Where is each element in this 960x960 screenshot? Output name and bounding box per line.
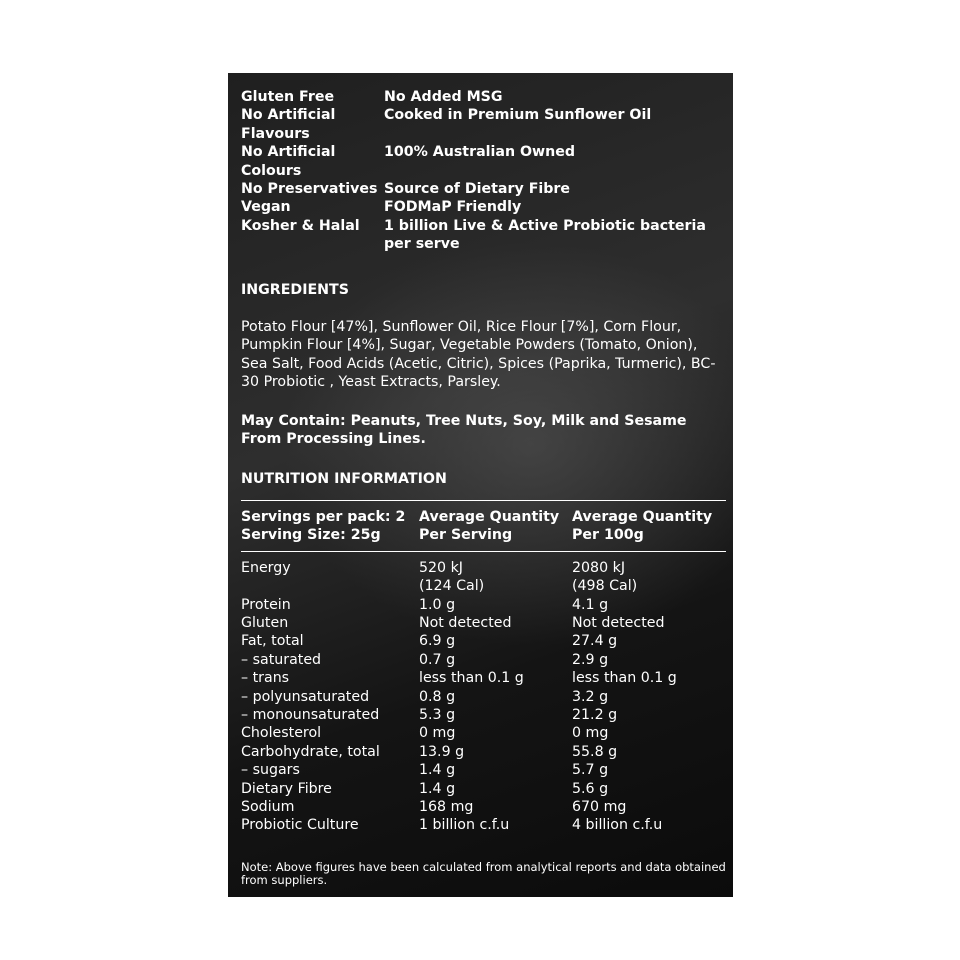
claim-label: Cooked in Premium Sunflower Oil	[384, 107, 652, 124]
nutrient-name: Probiotic Culture	[241, 817, 359, 834]
claim-label: No Artificial Colours	[241, 144, 336, 179]
claim-label: Vegan	[241, 199, 291, 216]
per-100g-value: 5.7 g	[572, 762, 609, 779]
per-100g-value: 5.6 g	[572, 780, 609, 797]
per-serving-value: 0.8 g	[419, 688, 456, 705]
per-serving-value: 520 kJ (124 Cal)	[419, 559, 485, 595]
nutrition-values-table	[241, 559, 726, 835]
claim-label: No Added MSG	[384, 89, 503, 105]
allergen-statement: May Contain: Peanuts, Tree Nuts, Soy, Milk and Sesame From Processing Lines.	[241, 412, 687, 448]
per-100g-value: Not detected	[572, 614, 665, 631]
per-100g-value: 55.8 g	[572, 743, 618, 760]
per-serving-value: 0.7 g	[419, 651, 456, 668]
claim-label: Source of Dietary Fibre	[384, 181, 571, 198]
nutrient-name: – sugars	[241, 762, 300, 779]
claim-label: FODMaP Friendly	[384, 199, 522, 216]
per-serving-value: less than 0.1 g	[419, 670, 524, 687]
per-100g-value: less than 0.1 g	[572, 670, 677, 687]
per-serving-value: 0 mg	[419, 725, 456, 742]
nutrient-name: Energy	[241, 559, 291, 576]
table-row	[241, 614, 726, 632]
table-row	[241, 688, 726, 706]
nutrient-name: – saturated	[241, 651, 322, 668]
table-row	[241, 743, 726, 761]
nutrient-name: Cholesterol	[241, 725, 322, 742]
ingredients-text: Potato Flour [47%], Sunflower Oil, Rice Flour [7%], Corn Flour, Pumpkin Flour [4%], Sugar, Vegetable Powders (Tomato, Onion), Sea Salt, Food Acids (Acetic, Citric), Spices (Paprika, Turmeric), BC-30 Probiotic , Yeast Extracts, Parsley.	[241, 319, 716, 391]
table-row	[241, 761, 726, 779]
nutrient-name: Gluten	[241, 614, 289, 631]
table-row	[241, 798, 726, 816]
nutrient-name: Dietary Fibre	[241, 780, 332, 797]
per-100g-value: 670 mg	[572, 799, 627, 815]
table-row	[241, 632, 726, 650]
servings-header: Servings per pack: 2 Serving Size: 25g	[241, 508, 406, 544]
per-100g-value: 27.4 g	[572, 633, 618, 650]
claim-label: No Preservatives	[241, 181, 378, 198]
per-serving-value: 168 mg	[419, 799, 474, 815]
per-serving-value: 1.4 g	[419, 780, 456, 797]
claim-label: 1 billion Live & Active Probiotic bacteria per serve	[384, 217, 706, 253]
claim-label: Kosher & Halal	[241, 217, 360, 234]
per-serving-value: 5.3 g	[419, 706, 456, 723]
per-serving-header: Average Quantity Per Serving	[419, 508, 560, 544]
nutrient-name: – trans	[241, 670, 290, 687]
nutrient-name: Carbohydrate, total	[241, 743, 380, 760]
ingredients-title: INGREDIENTS	[241, 281, 349, 298]
per-100g-header: Average Quantity Per 100g	[572, 508, 713, 544]
per-serving-value: 13.9 g	[419, 743, 465, 760]
footnote: Note: Above figures have been calculated from analytical reports and data obtained from suppliers.	[241, 859, 726, 888]
panel-content	[241, 88, 726, 888]
per-100g-value: 4.1 g	[572, 596, 609, 613]
table-row	[241, 596, 726, 614]
per-100g-value: 4 billion c.f.u	[572, 817, 663, 834]
nutrient-name: Fat, total	[241, 633, 304, 650]
per-100g-value: 0 mg	[572, 725, 609, 742]
table-row	[241, 669, 726, 687]
per-serving-value: 1.0 g	[419, 596, 456, 613]
per-serving-value: 1 billion c.f.u	[419, 817, 510, 834]
nutrient-name: Sodium	[241, 799, 295, 815]
per-serving-value: 1.4 g	[419, 762, 456, 779]
table-row	[241, 780, 726, 798]
claims-grid	[241, 88, 726, 254]
nutrient-name: Protein	[241, 596, 291, 613]
claim-label: No Artificial Flavours	[241, 107, 336, 142]
claim-label: Gluten Free	[241, 89, 335, 105]
table-row	[241, 816, 726, 834]
table-row	[241, 651, 726, 669]
nutrition-panel	[228, 73, 733, 897]
table-row	[241, 559, 726, 596]
per-100g-value: 21.2 g	[572, 706, 618, 723]
nutrient-name: – polyunsaturated	[241, 688, 370, 705]
table-row	[241, 706, 726, 724]
nutrient-name: – monounsaturated	[241, 706, 380, 723]
per-serving-value: 6.9 g	[419, 633, 456, 650]
nutrition-title: NUTRITION INFORMATION	[241, 470, 447, 487]
per-100g-value: 3.2 g	[572, 688, 609, 705]
per-100g-value: 2080 kJ (498 Cal)	[572, 559, 638, 595]
nutrition-table	[241, 508, 726, 545]
table-header-row	[241, 508, 726, 545]
per-serving-value: Not detected	[419, 614, 512, 631]
per-100g-value: 2.9 g	[572, 651, 609, 668]
claim-label: 100% Australian Owned	[384, 144, 576, 161]
table-row	[241, 724, 726, 742]
